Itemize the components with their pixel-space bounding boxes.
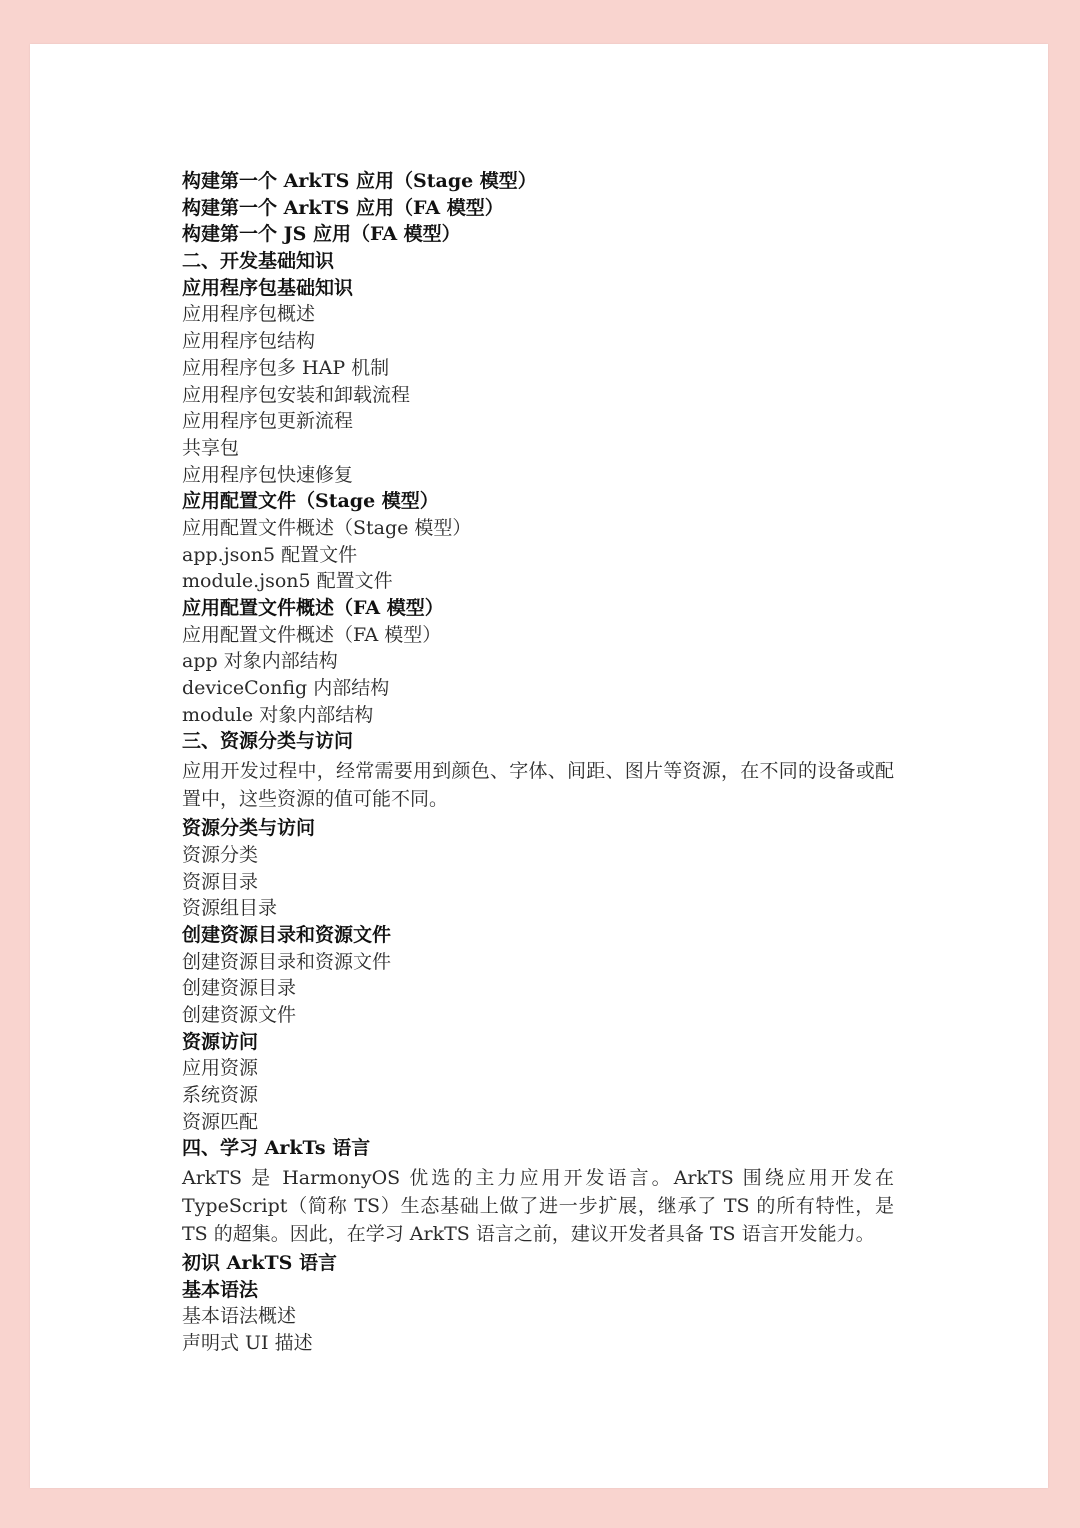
section-heading: 资源访问 — [182, 1030, 259, 1053]
section-heading: 应用程序包基础知识 — [182, 276, 354, 299]
toc-item: 应用程序包多 HAP 机制 — [182, 356, 390, 379]
toc-item: app 对象内部结构 — [182, 650, 338, 673]
toc-item: 创建资源文件 — [182, 1003, 297, 1026]
toc-item: 应用程序包安装和卸载流程 — [182, 383, 411, 406]
document-body — [182, 168, 942, 1357]
toc-item: deviceConfig 内部结构 — [182, 677, 390, 700]
toc-item: 创建资源目录和资源文件 — [182, 950, 392, 973]
toc-item: 应用程序包更新流程 — [182, 410, 354, 433]
toc-item: app.json5 配置文件 — [182, 543, 358, 566]
section-heading: 基本语法 — [182, 1278, 259, 1301]
toc-item: 应用配置文件概述（Stage 模型） — [182, 516, 472, 539]
section-heading: 四、学习 ArkTs 语言 — [182, 1137, 371, 1160]
toc-item: 资源分类 — [182, 843, 259, 866]
toc-item: 创建资源目录 — [182, 977, 297, 1000]
section-heading: 构建第一个 ArkTS 应用（Stage 模型） — [182, 170, 537, 192]
toc-item: 资源匹配 — [182, 1110, 259, 1133]
section-heading: 构建第一个 ArkTS 应用（FA 模型） — [182, 196, 504, 219]
toc-item: 基本语法概述 — [182, 1305, 297, 1328]
toc-item: 应用程序包概述 — [182, 303, 316, 326]
section-heading: 初识 ArkTS 语言 — [182, 1252, 338, 1275]
toc-item: 应用资源 — [182, 1057, 259, 1080]
document-page — [30, 44, 1048, 1488]
section-heading: 资源分类与访问 — [182, 817, 316, 840]
toc-item: 系统资源 — [182, 1084, 259, 1106]
toc-item: 应用配置文件概述（FA 模型） — [182, 623, 442, 646]
toc-item: module.json5 配置文件 — [182, 570, 393, 593]
body-paragraph: ArkTS 是 HarmonyOS 优选的主力应用开发语言。ArkTS 围绕应用开发在 TypeScript（简称 TS）生态基础上做了进一步扩展，继承了 TS 的所有特性，是 TS 的超集。因此，在学习 ArkTS 语言之前，建议开发者具备 TS 语言开发能力。 — [182, 1167, 894, 1246]
toc-item: 资源目录 — [182, 870, 259, 893]
section-heading: 应用配置文件概述（FA 模型） — [182, 597, 444, 619]
toc-item: 应用程序包快速修复 — [182, 463, 354, 486]
section-heading: 二、开发基础知识 — [182, 250, 335, 273]
toc-item: 应用程序包结构 — [182, 330, 316, 353]
section-heading: 三、资源分类与访问 — [182, 730, 354, 753]
section-heading: 创建资源目录和资源文件 — [182, 923, 392, 946]
toc-item: 声明式 UI 描述 — [182, 1332, 313, 1355]
body-paragraph: 应用开发过程中，经常需要用到颜色、字体、间距、图片等资源，在不同的设备或配置中，这些资源的值可能不同。 — [182, 760, 894, 811]
toc-item: module 对象内部结构 — [182, 703, 374, 726]
section-heading: 应用配置文件（Stage 模型） — [182, 490, 439, 513]
section-heading: 构建第一个 JS 应用（FA 模型） — [182, 223, 461, 246]
toc-item: 共享包 — [182, 436, 240, 459]
toc-item: 资源组目录 — [182, 897, 278, 920]
